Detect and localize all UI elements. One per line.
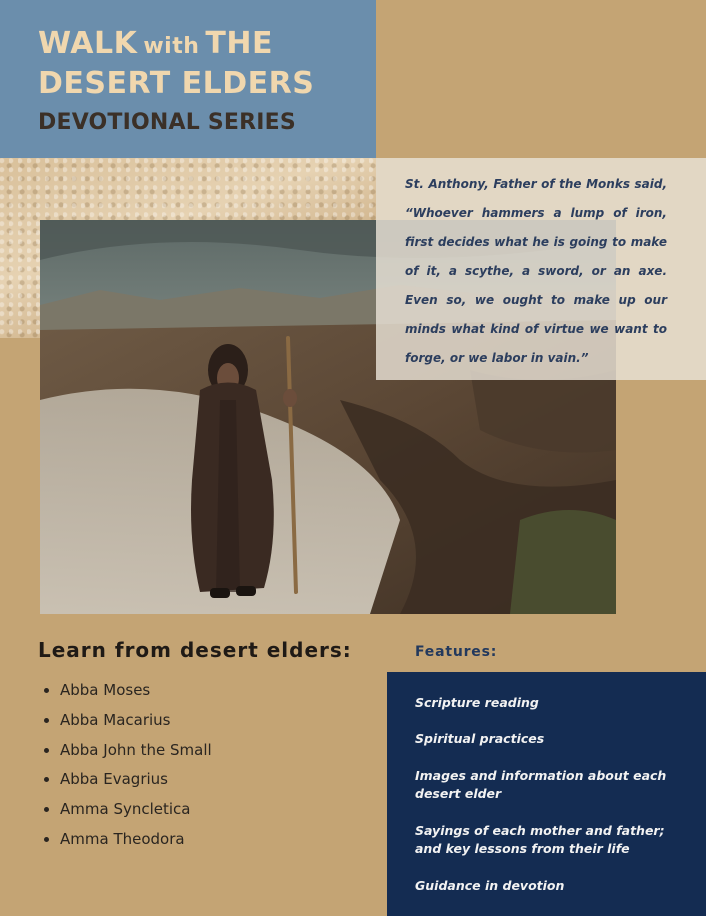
series-subtitle: DEVOTIONAL SERIES bbox=[38, 110, 296, 135]
title-line-2: DESERT ELDERS bbox=[38, 66, 315, 101]
list-item bbox=[40, 767, 212, 797]
bullet-icon bbox=[44, 777, 49, 782]
elders-list bbox=[40, 678, 212, 857]
feature-item: Guidance in devotion bbox=[415, 878, 565, 893]
bullet-icon bbox=[44, 688, 49, 693]
list-item bbox=[40, 738, 212, 768]
learn-heading: Learn from desert elders: bbox=[38, 638, 352, 662]
list-item bbox=[40, 827, 212, 857]
quote-box bbox=[376, 158, 706, 380]
list-item bbox=[40, 678, 212, 708]
elder-name: Amma Syncletica bbox=[60, 800, 191, 819]
elder-name: Abba John the Small bbox=[60, 740, 212, 759]
bullet-icon bbox=[44, 807, 49, 812]
list-item bbox=[40, 708, 212, 738]
title-line-1 bbox=[38, 26, 273, 61]
title-walk: WALK bbox=[38, 26, 138, 61]
feature-item: Spiritual practices bbox=[415, 731, 545, 746]
st-anthony-quote: St. Anthony, Father of the Monks said, “Whoever hammers a lump of iron, first decides what he is going to make of it, a scythe, a sword, or an axe. Even so, we ought to make up our minds what kind of virtue we want to forge, or we labor in vain.” bbox=[405, 177, 667, 365]
feature-item: Images and information about each desert elder bbox=[415, 768, 667, 801]
bullet-icon bbox=[44, 718, 49, 723]
title-the: THE bbox=[205, 26, 273, 61]
elder-name: Abba Evagrius bbox=[60, 770, 168, 789]
feature-item: Scripture reading bbox=[415, 695, 539, 710]
elder-name: Amma Theodora bbox=[60, 829, 185, 848]
title-with: with bbox=[143, 34, 200, 59]
elder-name: Abba Moses bbox=[60, 681, 151, 699]
title-panel bbox=[0, 0, 376, 158]
features-panel bbox=[387, 672, 706, 916]
bullet-icon bbox=[44, 748, 49, 753]
feature-item: Sayings of each mother and father; and key lessons from their life bbox=[415, 823, 665, 856]
features-heading: Features: bbox=[415, 644, 498, 660]
bullet-icon bbox=[44, 837, 49, 842]
list-item bbox=[40, 797, 212, 827]
elder-name: Abba Macarius bbox=[60, 710, 171, 729]
